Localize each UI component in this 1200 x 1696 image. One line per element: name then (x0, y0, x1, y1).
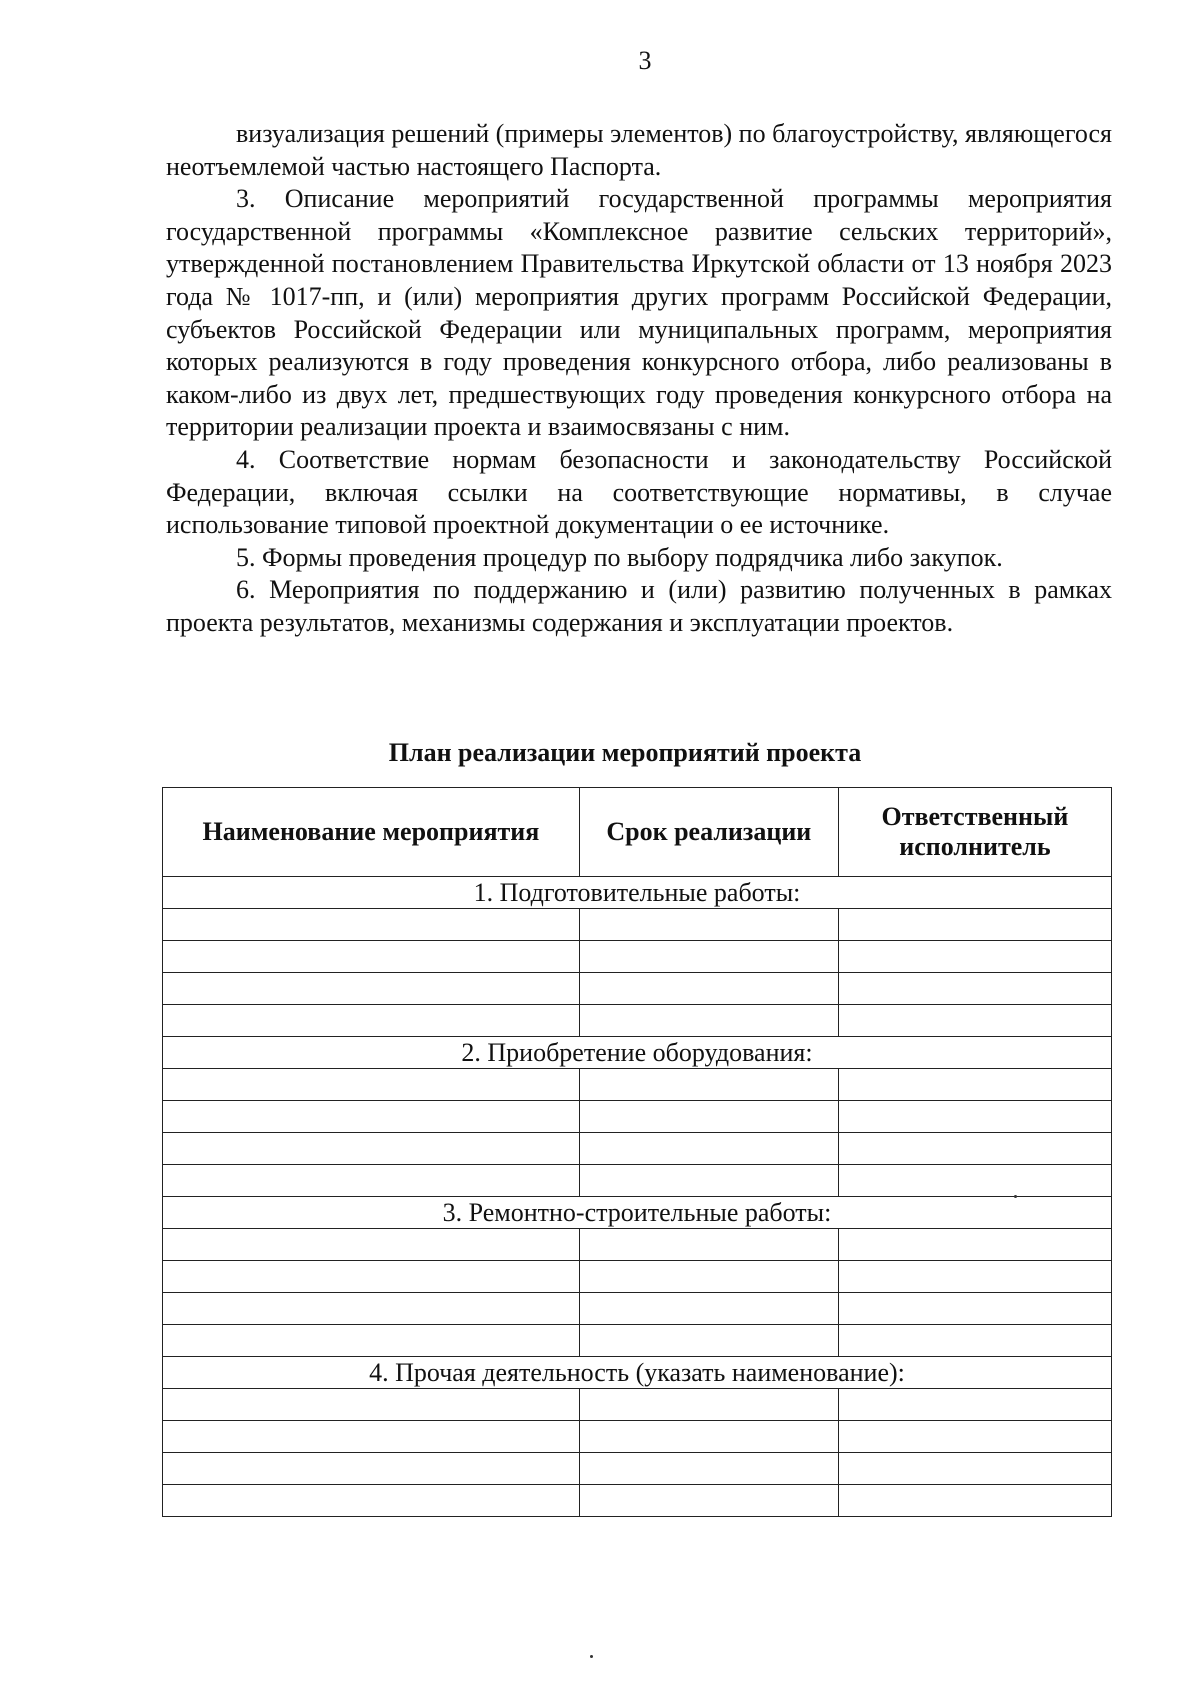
empty-cell (163, 1005, 580, 1037)
empty-cell (838, 1421, 1111, 1453)
empty-cell (838, 1069, 1111, 1101)
paragraph-item-3: 3. Описание мероприятий государственной программы мероприятия государственной программы «Комплексное развитие сельских территорий», утвержденной постановлением Правительства Иркутской области от 13 ноября 2023 года № 1017-пп, и (или) мероприятия других программ Российской Федерации, субъектов Российской Федерации или муниципальных программ, мероприятия которых реализуются в году проведения конкурсного отбора, либо реализованы в каком-либо из двух лет, предшествующих году проведения конкурсного отбора на территории реализации проекта и взаимосвязаны с ним. (166, 184, 1112, 442)
table-row (163, 1293, 1112, 1325)
empty-cell (838, 1165, 1111, 1197)
empty-cell (163, 941, 580, 973)
empty-cell (579, 1133, 838, 1165)
empty-cell (163, 1293, 580, 1325)
paragraph-item-5: 5. Формы проведения процедур по выбору подрядчика либо закупок. (236, 542, 1003, 572)
empty-cell (579, 1101, 838, 1133)
empty-cell (163, 1101, 580, 1133)
header-responsible: Ответственный исполнитель (838, 788, 1111, 877)
table-row (163, 909, 1112, 941)
empty-cell (163, 1485, 580, 1517)
plan-table (162, 787, 1112, 1517)
body-text (166, 118, 1112, 640)
empty-cell (838, 1453, 1111, 1485)
empty-cell (838, 1389, 1111, 1421)
empty-cell (579, 973, 838, 1005)
empty-cell (838, 1261, 1111, 1293)
table-row (163, 1325, 1112, 1357)
empty-cell (838, 1005, 1111, 1037)
empty-cell (163, 1069, 580, 1101)
empty-cell (838, 973, 1111, 1005)
empty-cell (163, 909, 580, 941)
table-row (163, 1165, 1112, 1197)
plan-title: План реализации мероприятий проекта (388, 738, 862, 767)
table-row (163, 1101, 1112, 1133)
empty-cell (838, 941, 1111, 973)
empty-cell (579, 1229, 838, 1261)
empty-cell (838, 1229, 1111, 1261)
section-row (163, 1197, 1112, 1229)
empty-cell (163, 1229, 580, 1261)
empty-cell (579, 1005, 838, 1037)
empty-cell (838, 1293, 1111, 1325)
empty-cell (579, 1293, 838, 1325)
empty-cell (579, 1421, 838, 1453)
empty-cell (838, 1101, 1111, 1133)
section-row (163, 877, 1112, 909)
section-title: 2. Приобретение оборудования: (163, 1037, 1112, 1069)
empty-cell (579, 1453, 838, 1485)
paragraph-visualization: визуализация решений (примеры элементов) по благоустройству, являющегося неотъемлемой частью настоящего Паспорта. (166, 119, 1113, 181)
table-row (163, 1133, 1112, 1165)
empty-cell (579, 1325, 838, 1357)
empty-cell (163, 1453, 580, 1485)
empty-cell (163, 1165, 580, 1197)
table-row (163, 1389, 1112, 1421)
empty-cell (579, 909, 838, 941)
scan-speck (590, 1655, 593, 1658)
empty-cell (163, 1389, 580, 1421)
empty-cell (579, 1261, 838, 1293)
empty-cell (579, 1485, 838, 1517)
section-title: 3. Ремонтно-строительные работы: (163, 1197, 1112, 1229)
empty-cell (163, 973, 580, 1005)
table-row (163, 1229, 1112, 1261)
empty-cell (579, 1389, 838, 1421)
paragraph-item-6: 6. Мероприятия по поддержанию и (или) развитию полученных в рамках проекта результатов, механизмы содержания и эксплуатации проектов. (166, 575, 1112, 637)
table-row (163, 1485, 1112, 1517)
table-header-row (163, 788, 1112, 877)
header-activity-name: Наименование мероприятия (163, 788, 580, 877)
table-row (163, 1005, 1112, 1037)
table-row (163, 1261, 1112, 1293)
table-row (163, 1453, 1112, 1485)
table-row (163, 1421, 1112, 1453)
empty-cell (838, 1325, 1111, 1357)
empty-cell (838, 1485, 1111, 1517)
table-row (163, 1069, 1112, 1101)
section-title: 1. Подготовительные работы: (163, 877, 1112, 909)
empty-cell (838, 909, 1111, 941)
section-row (163, 1037, 1112, 1069)
empty-cell (579, 941, 838, 973)
empty-cell (163, 1133, 580, 1165)
empty-cell (163, 1261, 580, 1293)
section-title: 4. Прочая деятельность (указать наименование): (163, 1357, 1112, 1389)
table-row (163, 973, 1112, 1005)
empty-cell (579, 1069, 838, 1101)
scan-speck (1014, 1195, 1017, 1198)
empty-cell (838, 1133, 1111, 1165)
table-row (163, 941, 1112, 973)
empty-cell (163, 1421, 580, 1453)
empty-cell (163, 1325, 580, 1357)
paragraph-item-4: 4. Соответствие нормам безопасности и законодательству Российской Федерации, включая ссылки на соответствующие нормативы, в случае использование типовой проектной документации о ее источнике. (166, 444, 1112, 540)
page-number: 3 (638, 46, 652, 75)
header-deadline: Срок реализации (579, 788, 838, 877)
section-row (163, 1357, 1112, 1389)
empty-cell (579, 1165, 838, 1197)
